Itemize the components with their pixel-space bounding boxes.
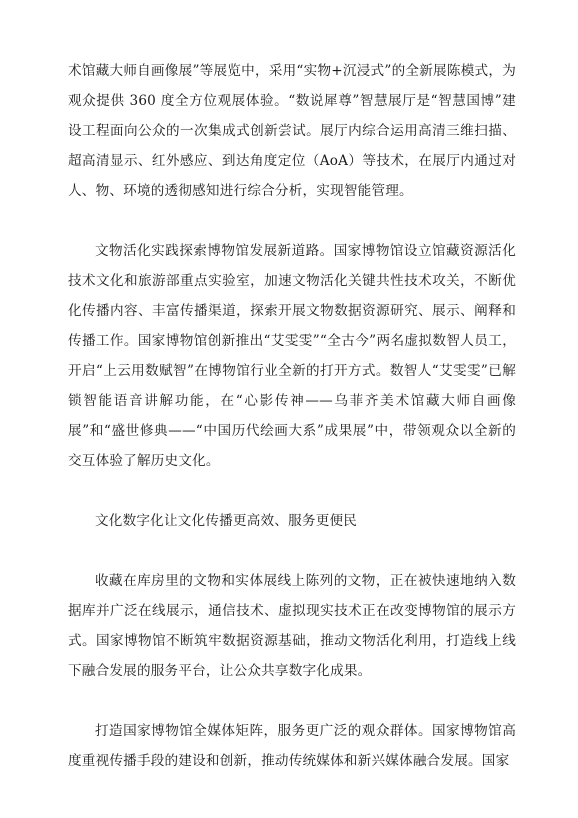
paragraph-digital-collection: 收藏在库房里的文物和实体展线上陈列的文物，正在被快速地纳入数据库并广泛在线展示，通信技术、虚拟现实技术正在改变博物馆的展示方式。国家博物馆不断筑牢数据资源基础，推动文物活化利用，打造线上线下融合发展的服务平台，让公众共享数字化成果。 (68, 573, 516, 679)
paragraph-continued: 术馆藏大师自画像展”等展览中，采用“实物+沉浸式”的全新展陈模式，为观众提供 360 度全方位观展体验。“数说犀尊”智慧展厅是“智慧国博”建设工程面向公众的一次集成式创新尝试。展厅内综合运用高清三维扫描、超高清显示、红外感应、到达角度定位（AoA）等技术，在展厅内通过对人、物、环境的透彻感知进行综合分析，实现智能管理。 (68, 63, 516, 199)
paragraph-media-matrix: 打造国家博物馆全媒体矩阵，服务更广泛的观众群体。国家博物馆高度重视传播手段的建设和创新，推动传统媒体和新兴媒体融合发展。国家 (68, 723, 516, 769)
paragraph-cultural-relic-activation: 文物活化实践探索博物馆发展新道路。国家博物馆设立馆藏资源活化技术文化和旅游部重点实验室，加速文物活化关键共性技术攻关，不断优化传播内容、丰富传播渠道，探索开展文物数据资源研究、展示、阐释和传播工作。国家博物馆创新推出“艾雯雯”“全古今”两名虚拟数智人员工，开启“上云用数赋智”在博物馆行业全新的打开方式。数智人“艾雯雯”已解锁智能语音讲解功能，在“心影传神——乌菲齐美术馆藏大师自画像展”和“盛世修典——“中国历代绘画大系”成果展”中，带领观众以全新的交互体验了解历史文化。 (68, 243, 516, 469)
section-heading: 文化数字化让文化传播更高效、服务更便民 (95, 513, 358, 529)
